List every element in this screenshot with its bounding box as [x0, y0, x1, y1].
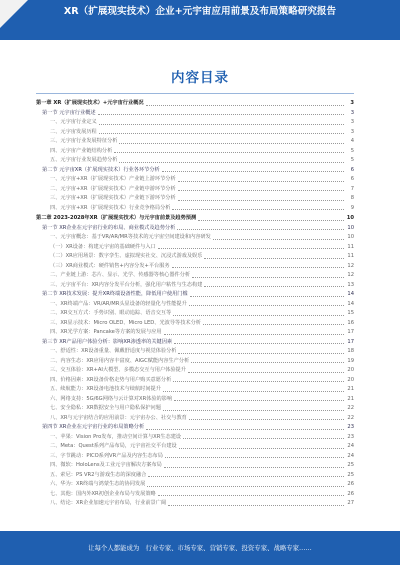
toc-entry-label: 五、索尼：PS VR2与游戏生态的深度融合: [50, 471, 147, 478]
toc-entry-page-number: 25: [347, 471, 354, 478]
toc-entry-label: 第一节 XR企业在元宇宙行业的布局、商业模式及趋势分析: [42, 224, 176, 231]
toc-leader-dots: [146, 105, 344, 106]
toc-leader-dots: [99, 133, 344, 134]
toc-leader-dots: [191, 362, 344, 363]
toc-entry-page-number: 11: [347, 253, 354, 259]
toc-entry[interactable]: [36, 385, 354, 395]
toc-leader-dots: [189, 419, 344, 420]
toc-entry[interactable]: [36, 404, 354, 414]
toc-entry-label: （三）XR商业模式：硬件销售+内容分发+平台服务: [50, 262, 170, 269]
toc-entry-label: 三、XR显示技术：Micro OLED、Micro LED、光波导等技术分析: [50, 319, 201, 326]
toc-leader-dots: [190, 296, 344, 297]
footer-slogan: 让每个人都能成为 行业专家、市场专家、营销专家、投资专家、战略专家……: [88, 544, 312, 552]
toc-leader-dots: [172, 267, 344, 268]
toc-entry[interactable]: [36, 128, 354, 138]
toc-entry-label: 四、价格因素：XR设备价格走势与用户购买意愿分析: [50, 376, 172, 383]
toc-entry[interactable]: [36, 480, 354, 490]
toc-entry[interactable]: [36, 442, 354, 452]
toc-entry-page-number: 17: [347, 338, 354, 345]
toc-entry[interactable]: [36, 194, 354, 204]
toc-entry-label: 四、元宇宙产业链结构分析: [50, 147, 113, 154]
toc-entry[interactable]: [36, 262, 354, 272]
toc-leader-dots: [119, 162, 344, 163]
toc-entry-page-number: 20: [347, 367, 354, 373]
toc-leader-dots: [173, 315, 344, 316]
toc-entry[interactable]: [36, 185, 354, 195]
toc-leader-dots: [198, 220, 344, 221]
toc-entry-label: 三、元宇宙行业发展特征分析: [50, 138, 118, 144]
toc-entry-label: 五、元宇宙行业发展趋势分析: [50, 157, 118, 163]
toc-entry-page-number: 24: [347, 452, 354, 459]
toc-leader-dots: [119, 143, 344, 144]
header-corner-decoration: [0, 0, 28, 28]
toc-entry[interactable]: [36, 461, 354, 471]
toc-heading: 内容目录: [171, 70, 229, 86]
toc-entry-label: 第二节 元宇宙XR（扩展现实技术）行业各环节分析: [42, 166, 160, 173]
toc-entry-label: 八、结论：XR企业加速元宇宙布局，行业前景广阔: [50, 500, 167, 506]
toc-entry-page-number: 15: [347, 310, 354, 316]
toc-entry-label: 七、安全隐私：XR数据安全与用户隐私保护问题: [50, 405, 161, 411]
toc-entry[interactable]: [36, 471, 354, 481]
toc-entry-page-number: 25: [347, 462, 354, 468]
report-title: XR（扩展现实技术）企业+元宇宙应用前景及布局策略研究报告: [63, 6, 337, 17]
toc-entry-page-number: 18: [347, 348, 354, 354]
toc-entry-page-number: 6: [350, 166, 354, 173]
toc-entry-label: （二）XR应用场景：数字孪生、虚拟现实社交、沉浸式游戏及娱乐: [50, 253, 203, 259]
toc-entry-page-number: 12: [347, 262, 354, 269]
toc-entry-label: 六、华为：XR终端与鸿蒙生态的协同发展: [50, 481, 146, 487]
toc-entry[interactable]: [36, 175, 354, 185]
toc-leader-dots: [164, 467, 344, 468]
toc-entry-label: 五、续航能力：XR设备电池技术与续航时间提升: [50, 386, 161, 392]
toc-entry[interactable]: [36, 319, 354, 329]
toc-entry[interactable]: [36, 338, 354, 348]
toc-entry[interactable]: [36, 357, 354, 367]
toc-leader-dots: [172, 209, 344, 210]
toc-entry-page-number: 9: [350, 204, 354, 211]
toc-entry-page-number: 3: [350, 128, 354, 135]
toc-leader-dots: [163, 391, 344, 392]
toc-entry[interactable]: [36, 395, 354, 405]
toc-entry-label: 三、字节跳动：PICO系列VR产品及内容生态布局: [50, 452, 163, 459]
toc-divider: [36, 93, 354, 94]
toc-entry-label: 四、元宇宙+XR（扩展现实技术）行业竞争格局分析: [50, 204, 171, 211]
toc-entry-label: 一、舒适性：XR设备重量、佩戴舒适度与视觉体验分析: [50, 348, 177, 354]
toc-entry-page-number: 3: [350, 109, 354, 116]
toc-leader-dots: [174, 343, 344, 344]
toc-entry[interactable]: [36, 366, 354, 376]
toc-entry-label: 一、元宇宙概念：基于VR/AR/MR等技术的元宇宙空间建设和内容研发: [50, 234, 211, 240]
toc-entry-page-number: 17: [347, 329, 354, 335]
toc-entry-page-number: 16: [347, 319, 354, 326]
table-of-contents: [36, 98, 354, 509]
toc-leader-dots: [164, 334, 344, 335]
toc-entry-label: （一）XR设备：构建元宇宙的基础硬件与入口: [50, 243, 156, 250]
page-footer: [0, 531, 400, 565]
toc-leader-dots: [148, 476, 344, 477]
toc-leader-dots: [147, 486, 344, 487]
toc-entry-page-number: 5: [350, 147, 354, 154]
toc-entry-page-number: 12: [347, 272, 354, 278]
toc-entry-page-number: 26: [347, 481, 354, 487]
toc-entry-page-number: 14: [347, 300, 354, 307]
toc-entry-label: 四、XR光学方案：Pancake等方案的发展与应用: [50, 329, 162, 335]
toc-entry-page-number: 4: [350, 138, 354, 144]
toc-entry-page-number: 27: [347, 500, 354, 506]
toc-leader-dots: [168, 505, 344, 506]
toc-leader-dots: [178, 353, 344, 354]
toc-leader-dots: [204, 258, 344, 259]
toc-entry[interactable]: [36, 452, 354, 462]
toc-leader-dots: [173, 381, 344, 382]
toc-entry-page-number: 22: [347, 414, 354, 421]
toc-entry-label: 一、XR终端产品：VR/AR/MR头显设备的轻量化与性能提升: [50, 300, 187, 307]
toc-leader-dots: [179, 448, 344, 449]
toc-leader-dots: [178, 181, 344, 182]
toc-entry-label: 第二章 2023-2028年XR（扩展现实技术）与元宇宙前景及趋势预测: [36, 215, 197, 221]
toc-entry-page-number: 6: [350, 176, 354, 182]
toc-entry-label: 三、元宇宙+XR（扩展现实技术）产业链下游环节分析: [50, 195, 176, 201]
toc-leader-dots: [204, 286, 344, 287]
toc-entry[interactable]: [36, 490, 354, 500]
toc-entry-label: 第一节 元宇宙行业概述: [42, 109, 96, 116]
toc-entry-label: 二、元宇宙发展历程: [50, 128, 97, 135]
page-header: [0, 0, 400, 40]
toc-entry[interactable]: [36, 414, 354, 424]
toc-entry[interactable]: [36, 309, 354, 319]
toc-entry-label: 第二节 XR技术发展：提升XR终端设备性能，降低用户使用门槛: [42, 291, 188, 297]
toc-entry-page-number: 20: [347, 376, 354, 383]
toc-entry-page-number: 3: [350, 119, 354, 125]
toc-entry[interactable]: [36, 224, 354, 234]
toc-entry-page-number: 19: [347, 357, 354, 364]
toc-entry[interactable]: [36, 290, 354, 300]
toc-entry-label: 第一章 XR（扩展现实技术）+元宇宙行业概况: [36, 100, 144, 106]
toc-entry-label: 一、元宇宙行业定义: [50, 119, 97, 125]
toc-entry[interactable]: [36, 328, 354, 338]
toc-entry[interactable]: [36, 243, 354, 253]
toc-entry-page-number: 10: [347, 234, 354, 240]
toc-entry[interactable]: [36, 271, 354, 281]
toc-entry-label: 六、网络支持：5G/6G网络与云计算对XR体验的影响: [50, 395, 173, 402]
toc-entry[interactable]: [36, 213, 354, 224]
toc-entry-page-number: 5: [350, 157, 354, 163]
toc-entry-label: 七、其他：国内外XR初创企业布局与发展策略: [50, 490, 156, 497]
toc-entry[interactable]: [36, 423, 354, 433]
toc-entry[interactable]: [36, 347, 354, 357]
toc-entry[interactable]: [36, 147, 354, 157]
toc-entry-page-number: 14: [347, 291, 354, 297]
toc-entry-page-number: 10: [347, 224, 354, 231]
toc-entry[interactable]: [36, 252, 354, 262]
toc-leader-dots: [183, 438, 344, 439]
toc-entry[interactable]: [36, 499, 354, 509]
toc-entry-page-number: 3: [350, 100, 354, 106]
toc-leader-dots: [163, 410, 344, 411]
toc-entry-page-number: 22: [347, 405, 354, 411]
toc-entry-page-number: 11: [347, 243, 354, 250]
toc-leader-dots: [146, 429, 344, 430]
toc-leader-dots: [189, 305, 344, 306]
toc-entry-label: 二、内容生态：XR应用内容丰富度、AIGC赋能内容生产分析: [50, 357, 190, 364]
toc-entry-label: 一、元宇宙+XR（扩展现实技术）产业链上游环节分析: [50, 176, 176, 182]
toc-leader-dots: [99, 124, 344, 125]
toc-entry-page-number: 24: [347, 443, 354, 449]
toc-leader-dots: [192, 277, 344, 278]
toc-entry[interactable]: [36, 376, 354, 386]
toc-entry-label: 第四节 XR企业在元宇宙行业的布局策略分析: [42, 424, 145, 430]
toc-entry-label: 二、Meta：Quest系列产品布局，元宇宙社交平台建设: [50, 443, 177, 449]
toc-entry-label: 二、产业链上游：芯片、显示、光学、传感器等核心器件分析: [50, 272, 191, 278]
toc-leader-dots: [174, 400, 344, 401]
toc-entry[interactable]: [36, 109, 354, 119]
toc-leader-dots: [165, 457, 344, 458]
toc-entry[interactable]: [36, 433, 354, 443]
toc-entry[interactable]: [36, 118, 354, 128]
toc-entry[interactable]: [36, 166, 354, 176]
toc-entry-page-number: 21: [347, 386, 354, 392]
toc-entry-label: 二、XR交互方式：手势识别、眼动追踪、语音交互等: [50, 310, 172, 316]
toc-entry-page-number: 23: [347, 433, 354, 440]
toc-entry-page-number: 21: [347, 395, 354, 402]
toc-entry-label: 四、微软：HoloLens及工业元宇宙解决方案布局: [50, 462, 162, 468]
toc-entry-label: 八、XR与元宇宙结合的应用前景：元宇宙办公、社交与教育: [50, 414, 187, 421]
toc-leader-dots: [203, 324, 344, 325]
toc-entry[interactable]: [36, 233, 354, 243]
toc-entry-label: 三、元宇宙平台：XR内容分发平台分析，强化用户粘性与生态构建: [50, 281, 203, 288]
toc-entry-page-number: 23: [347, 424, 354, 430]
toc-entry[interactable]: [36, 281, 354, 291]
toc-leader-dots: [188, 372, 344, 373]
toc-leader-dots: [178, 190, 344, 191]
toc-entry[interactable]: [36, 156, 354, 166]
toc-entry-label: 三、交互体验：XR+AI大模型、多模态交互与用户体验提升: [50, 367, 186, 373]
toc-leader-dots: [178, 200, 344, 201]
toc-leader-dots: [158, 495, 344, 496]
toc-entry[interactable]: [36, 204, 354, 214]
toc-leader-dots: [177, 229, 344, 230]
toc-entry-page-number: 10: [346, 215, 354, 221]
toc-entry[interactable]: [36, 300, 354, 310]
toc-leader-dots: [158, 248, 344, 249]
toc-leader-dots: [162, 171, 344, 172]
toc-entry-label: 第三节 XR产品用户体验分析：影响XR渗透率的关键因素: [42, 338, 173, 345]
toc-entry[interactable]: [36, 137, 354, 147]
toc-leader-dots: [114, 152, 344, 153]
toc-entry-label: 二、元宇宙+XR（扩展现实技术）产业链中游环节分析: [50, 185, 176, 192]
toc-entry-page-number: 8: [350, 195, 354, 201]
toc-leader-dots: [98, 114, 344, 115]
toc-entry[interactable]: [36, 98, 354, 109]
toc-entry-label: 一、苹果：Vision Pro发布，推动空间计算与XR生态建设: [50, 433, 182, 440]
toc-leader-dots: [213, 239, 344, 240]
toc-entry-page-number: 26: [347, 490, 354, 497]
toc-entry-page-number: 13: [347, 281, 354, 288]
toc-entry-page-number: 7: [350, 185, 354, 192]
